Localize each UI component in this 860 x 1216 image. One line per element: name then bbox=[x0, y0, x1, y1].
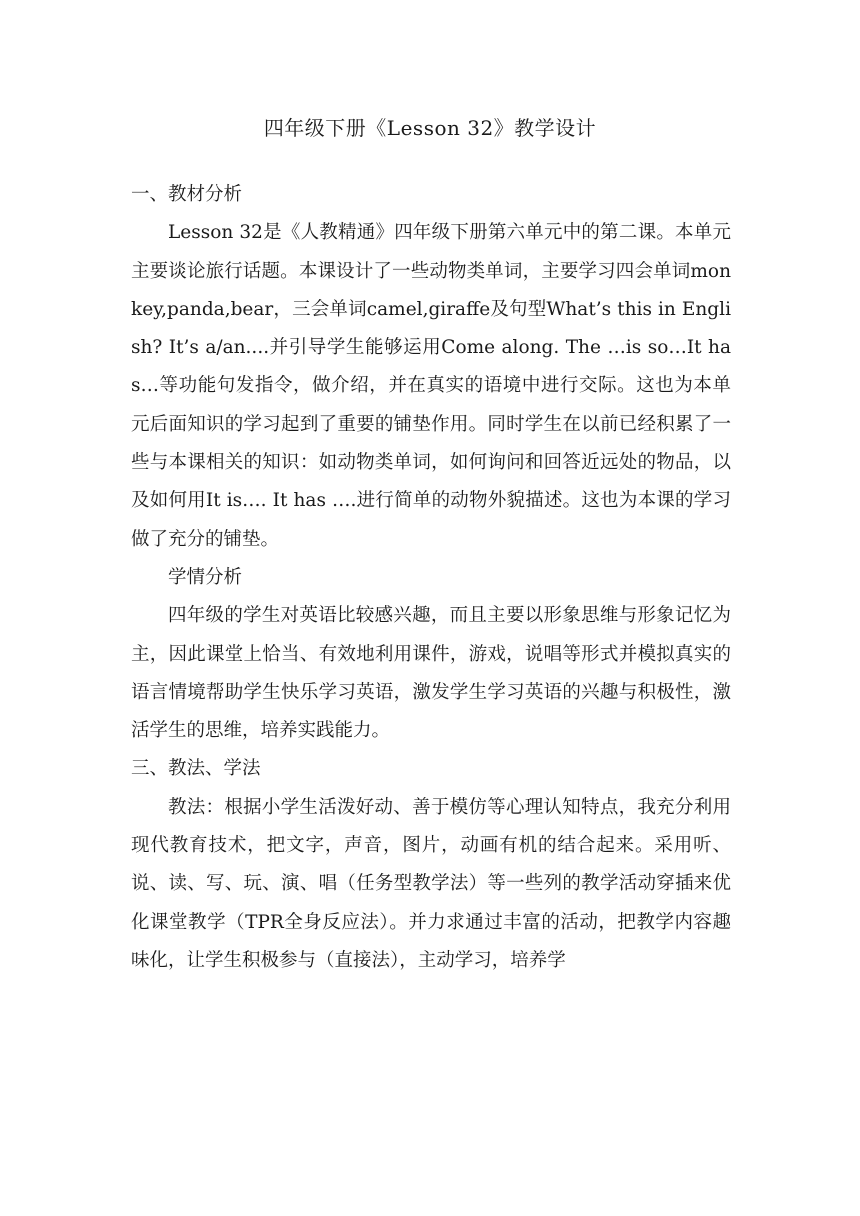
section-heading-teaching-methods: 三、教法、学法 bbox=[131, 758, 261, 780]
paragraph-teaching-methods: 教法：根据小学生活泼好动、善于模仿等心理认知特点，我充分利用现代教育技术，把文字，声音，图片，动画有机的结合起来。采用听、说、读、写、玩、演、唱（任务型教学法）等一些列的教学活动穿插来优化课堂教学（TPR全身反应法）。并力求通过丰富的活动，把教学内容趣味化，让学生积极参与（直接法），主动学习，培养学 bbox=[131, 796, 731, 971]
section-heading-student-analysis: 学情分析 bbox=[168, 566, 243, 588]
paragraph-textbook-analysis: Lesson 32是《人教精通》四年级下册第六单元中的第二课。本单元主要谈论旅行话题。本课设计了一些动物类单词，主要学习四会单词monkey,panda,bear，三会单词camel,giraffe及句型What’s this in English? It’s a/an....并引导学生能够运用Come along. The …is so…It has…等功能句发指令，做介绍，并在真实的语境中进行交际。这也为本单元后面知识的学习起到了重要的铺垫作用。同时学生在以前已经积累了一些与本课相关的知识：如动物类单词，如何询问和回答近远处的物品，以及如何用It is…. It has ….进行简单的动物外貌描述。这也为本课的学习做了充分的铺垫。 bbox=[131, 222, 731, 550]
document-body bbox=[131, 176, 731, 980]
document-title: 四年级下册《Lesson 32》教学设计 bbox=[263, 116, 597, 140]
section-heading-textbook-analysis: 一、教材分析 bbox=[131, 184, 243, 205]
paragraph-student-analysis: 四年级的学生对英语比较感兴趣，而且主要以形象思维与形象记忆为主，因此课堂上恰当、有效地利用课件，游戏，说唱等形式并模拟真实的语言情境帮助学生快乐学习英语，激发学生学习英语的兴趣与积极性，激活学生的思维，培养实践能力。 bbox=[131, 605, 731, 742]
